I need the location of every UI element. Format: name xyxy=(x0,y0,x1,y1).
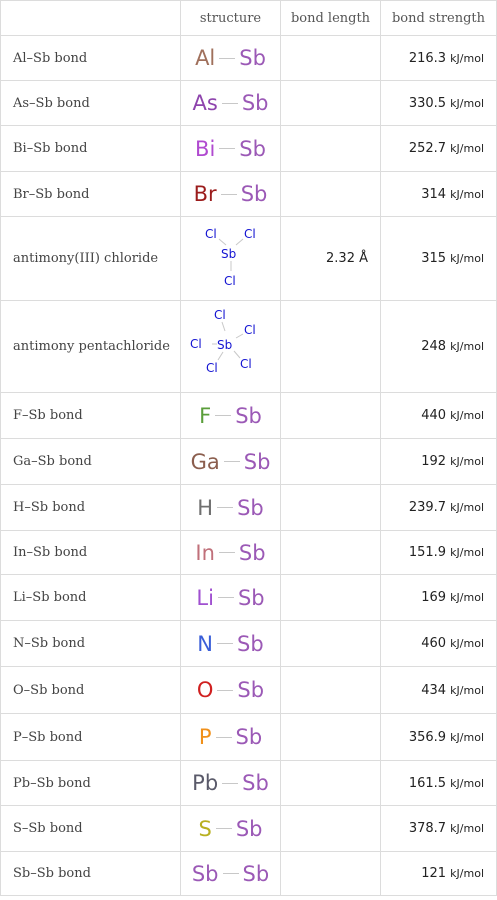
bond-length-cell xyxy=(281,714,381,761)
bond-strength-value: 252.7 xyxy=(408,141,447,156)
chlorine-atom-label: Cl xyxy=(189,337,202,351)
bond-strength-cell xyxy=(381,217,497,301)
bond-structure xyxy=(191,450,271,474)
bond-structure xyxy=(195,137,266,161)
table-row xyxy=(1,217,497,301)
structure-cell xyxy=(181,714,281,761)
bond-line xyxy=(222,783,238,784)
structure-cell xyxy=(181,852,281,896)
bond-structure xyxy=(198,817,262,841)
table-row xyxy=(1,81,497,126)
bond-strength-value: 440 xyxy=(421,408,447,423)
row-name: As–Sb bond xyxy=(1,81,181,126)
bond-structure xyxy=(192,771,269,795)
chlorine-atom-label: Cl xyxy=(205,361,218,375)
row-name: P–Sb bond xyxy=(1,714,181,761)
bond-length-cell xyxy=(281,81,381,126)
structure-cell xyxy=(181,667,281,714)
right-atom-label: Sb xyxy=(237,631,264,656)
bond-strength-value: 169 xyxy=(421,590,447,605)
row-name: Al–Sb bond xyxy=(1,36,181,81)
bond-strength-unit: kJ/mol xyxy=(450,340,484,353)
bond-length-cell xyxy=(281,761,381,806)
bond-strength-cell xyxy=(381,301,497,393)
bond-structure xyxy=(197,678,264,702)
antimony-atom-label: Sb xyxy=(216,338,232,352)
bond-structure xyxy=(199,725,262,749)
structure-cell xyxy=(181,126,281,172)
structure-cell xyxy=(181,806,281,852)
bond-strength-unit: kJ/mol xyxy=(450,591,484,604)
table-row xyxy=(1,485,497,531)
row-name: Br–Sb bond xyxy=(1,172,181,217)
left-atom-label: N xyxy=(197,631,214,656)
bond-strength-cell xyxy=(381,439,497,485)
left-atom-label: Pb xyxy=(192,771,219,795)
bond-strength-unit: kJ/mol xyxy=(450,867,484,880)
bond-strength-cell xyxy=(381,126,497,172)
header-structure: structure xyxy=(181,1,281,36)
bond-strength-value: 121 xyxy=(421,866,447,881)
table-row xyxy=(1,36,497,81)
bond-strength-unit: kJ/mol xyxy=(450,252,484,265)
row-name: H–Sb bond xyxy=(1,485,181,531)
row-name: antimony(III) chloride xyxy=(1,217,181,301)
bond-strength-value: 239.7 xyxy=(408,500,447,515)
bond-line xyxy=(216,737,232,738)
right-atom-label: Sb xyxy=(237,495,264,520)
bond-strength-unit: kJ/mol xyxy=(450,51,484,65)
bond-length-cell xyxy=(281,485,381,531)
left-atom-label: Bi xyxy=(195,136,216,161)
bond-strength-value: 356.9 xyxy=(408,729,447,745)
bond-strength-cell xyxy=(381,172,497,217)
bond-strength-unit: kJ/mol xyxy=(450,546,484,559)
left-atom-label: P xyxy=(198,725,212,749)
bond-strength-cell xyxy=(381,575,497,621)
bond-strength-unit: kJ/mol xyxy=(450,96,484,110)
bond-strength-unit: kJ/mol xyxy=(450,409,484,422)
right-atom-label: Sb xyxy=(235,816,263,841)
bond-line xyxy=(215,415,231,416)
bond-line xyxy=(219,58,235,59)
right-atom-label: Sb xyxy=(235,725,263,749)
bond-length-cell xyxy=(281,575,381,621)
bond-strength-value: 314 xyxy=(421,186,447,202)
right-atom-label: Sb xyxy=(237,585,265,610)
chlorine-atom-label: Cl xyxy=(239,357,252,371)
table-row xyxy=(1,172,497,217)
row-name: Pb–Sb bond xyxy=(1,761,181,806)
bond-structure xyxy=(197,632,263,656)
right-atom-label: Sb xyxy=(238,540,266,565)
bond-length-cell xyxy=(281,301,381,393)
bond-strength-cell xyxy=(381,393,497,439)
bond-strength-value: 460 xyxy=(421,636,447,651)
row-name: antimony pentachloride xyxy=(1,301,181,393)
bond-strength-value: 151.9 xyxy=(408,545,447,560)
structure-cell xyxy=(181,301,281,393)
bond-strength-cell xyxy=(381,485,497,531)
structure-cell xyxy=(181,761,281,806)
bond-strength-cell xyxy=(381,81,497,126)
structure-cell xyxy=(181,575,281,621)
table-row xyxy=(1,301,497,393)
bond-length-cell xyxy=(281,393,381,439)
row-name: Bi–Sb bond xyxy=(1,126,181,172)
row-name: Sb–Sb bond xyxy=(1,852,181,896)
header-bond-strength: bond strength xyxy=(381,1,497,36)
right-atom-label: Sb xyxy=(241,91,269,115)
right-atom-label: Sb xyxy=(240,182,268,206)
bond-structure xyxy=(193,91,269,115)
table-row xyxy=(1,852,497,896)
bond-length-cell xyxy=(281,806,381,852)
chlorine-atom-label: Cl xyxy=(223,274,236,288)
bond-strength-value: 315 xyxy=(421,251,447,266)
bond-line xyxy=(219,148,235,149)
bond-strength-cell xyxy=(381,761,497,806)
structure-cell xyxy=(181,81,281,126)
bond-line xyxy=(221,194,237,195)
bond-line xyxy=(217,643,233,644)
left-atom-label: As xyxy=(192,91,218,115)
bond-strength-cell xyxy=(381,36,497,81)
structure-cell xyxy=(181,621,281,667)
right-atom-label: Sb xyxy=(239,136,266,161)
bond-strength-unit: kJ/mol xyxy=(450,187,484,201)
bond-line xyxy=(218,597,234,598)
bond-strength-unit: kJ/mol xyxy=(450,822,484,835)
structure-cell xyxy=(181,172,281,217)
bond-strength-value: 434 xyxy=(421,682,447,698)
structure-cell xyxy=(181,485,281,531)
bond-length-cell xyxy=(281,126,381,172)
left-atom-label: S xyxy=(198,816,212,841)
row-name: Ga–Sb bond xyxy=(1,439,181,485)
bond-strength-unit: kJ/mol xyxy=(450,501,484,514)
right-atom-label: Sb xyxy=(242,771,269,795)
bond-line xyxy=(223,873,239,874)
table-row xyxy=(1,761,497,806)
bond-strength-cell xyxy=(381,714,497,761)
table-row xyxy=(1,714,497,761)
structure-cell xyxy=(181,217,281,301)
row-name: N–Sb bond xyxy=(1,621,181,667)
table-row xyxy=(1,806,497,852)
bond-strength-unit: kJ/mol xyxy=(450,637,484,650)
bond-line xyxy=(224,461,240,462)
left-atom-label: Sb xyxy=(191,861,219,886)
row-name: O–Sb bond xyxy=(1,667,181,714)
bond-strength-value: 378.7 xyxy=(408,821,447,836)
left-atom-label: Ga xyxy=(190,449,220,474)
sbcl5-structure xyxy=(186,304,276,384)
left-atom-label: Br xyxy=(193,182,217,206)
bond-line xyxy=(219,552,235,553)
chlorine-atom-label: Cl xyxy=(243,227,256,241)
bond-structure xyxy=(195,541,265,565)
bond-strength-cell xyxy=(381,806,497,852)
left-atom-label: In xyxy=(195,540,215,565)
left-atom-label: H xyxy=(197,495,214,520)
bond-strength-unit: kJ/mol xyxy=(450,776,484,790)
table-row xyxy=(1,667,497,714)
row-name: In–Sb bond xyxy=(1,531,181,575)
bond-length-cell xyxy=(281,36,381,81)
bond-line xyxy=(216,828,232,829)
table-row xyxy=(1,126,497,172)
table-row xyxy=(1,621,497,667)
left-atom-label: F xyxy=(199,403,212,428)
bond-strength-unit: kJ/mol xyxy=(450,142,484,155)
bond-length-cell xyxy=(281,852,381,896)
bond-line xyxy=(217,690,233,691)
right-atom-label: Sb xyxy=(243,449,271,474)
chlorine-atom-label: Cl xyxy=(204,227,217,241)
structure-cell xyxy=(181,439,281,485)
chlorine-atom-label: Cl xyxy=(243,323,256,337)
right-atom-label: Sb xyxy=(239,46,266,70)
sbcl3-structure xyxy=(186,221,276,291)
bond-strength-value: 161.5 xyxy=(408,775,447,791)
bond-strength-cell xyxy=(381,531,497,575)
right-atom-label: Sb xyxy=(237,678,265,702)
bond-strength-cell xyxy=(381,852,497,896)
bond-strength-value: 216.3 xyxy=(408,50,447,66)
header-row xyxy=(1,1,497,36)
bond-strength-value: 192 xyxy=(421,454,447,469)
bond-length-cell xyxy=(281,667,381,714)
row-name: F–Sb bond xyxy=(1,393,181,439)
row-name: Li–Sb bond xyxy=(1,575,181,621)
left-atom-label: Li xyxy=(196,585,214,610)
bond-line xyxy=(217,507,233,508)
table-row xyxy=(1,393,497,439)
table-row xyxy=(1,439,497,485)
bond-structure xyxy=(199,404,262,428)
structure-cell xyxy=(181,393,281,439)
structure-cell xyxy=(181,531,281,575)
bond-length-cell xyxy=(281,531,381,575)
bond-strength-value: 248 xyxy=(421,339,447,354)
left-atom-label: O xyxy=(196,678,214,702)
right-atom-label: Sb xyxy=(242,861,270,886)
bond-length-cell xyxy=(281,621,381,667)
chlorine-atom-label: Cl xyxy=(213,308,226,322)
table-row xyxy=(1,575,497,621)
row-name: S–Sb bond xyxy=(1,806,181,852)
bond-strength-value: 330.5 xyxy=(408,95,447,111)
bond-structure xyxy=(195,46,266,70)
bond-length-cell xyxy=(281,439,381,485)
bond-strength-cell xyxy=(381,667,497,714)
bond-strength-unit: kJ/mol xyxy=(450,730,484,744)
bond-length-cell: 2.32 Å xyxy=(281,217,381,301)
bond-structure xyxy=(197,496,263,520)
table-row xyxy=(1,531,497,575)
bond-structure xyxy=(194,182,268,206)
bond-strength-unit: kJ/mol xyxy=(450,455,484,468)
bond-structure xyxy=(196,586,264,610)
header-bond-length: bond length xyxy=(281,1,381,36)
antimony-atom-label: Sb xyxy=(220,247,236,261)
left-atom-label: Al xyxy=(195,46,216,70)
bond-strength-unit: kJ/mol xyxy=(450,683,484,697)
header-name xyxy=(1,1,181,36)
bond-structure xyxy=(192,862,269,886)
structure-cell xyxy=(181,36,281,81)
bond-length-cell xyxy=(281,172,381,217)
bond-line xyxy=(222,103,238,104)
right-atom-label: Sb xyxy=(235,403,262,428)
bond-strength-cell xyxy=(381,621,497,667)
